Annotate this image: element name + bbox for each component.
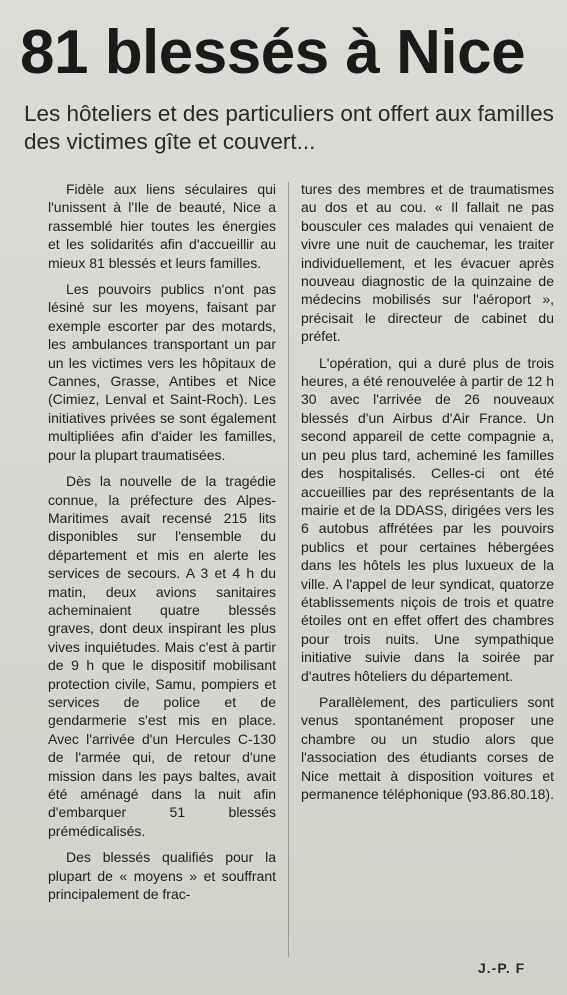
author-signature: J.-P. F [478, 960, 526, 976]
paragraph: Parallèlement, des particuliers sont venus spontanément proposer une chambre ou un studio alors que l'association des étudiants corses de Nice mettait à disposition voitures et permanence téléphonique (93.86.80.18). [301, 693, 554, 802]
subheadline: Les hôteliers et des particuliers ont offert aux familles des victimes gîte et couvert... [24, 101, 554, 154]
article-column-right [301, 180, 554, 811]
column-divider [288, 182, 289, 957]
headline: 81 blessés à Nice [20, 18, 526, 87]
article-column-left [48, 180, 276, 911]
paragraph: Fidèle aux liens séculaires qui l'unissent à l'Ile de beauté, Nice a rassemblé hier toutes les énergies et les solidarités afin d'accueillir au mieux 81 blessés et leurs familles. [48, 181, 276, 271]
paragraph: Des blessés qualifiés pour la plupart de « moyens » et souffrant principalement de frac- [48, 849, 276, 903]
paragraph: Dès la nouvelle de la tragédie connue, la préfecture des Alpes-Maritimes avait recensé 215 lits disponibles sur l'ensemble du département et mis en alerte les services de secours. A 3 et 4 h du matin, deux avions sanitaires acheminaient quatre blessés graves, dont deux inspirant les plus vives inquiétudes. Mais c'est à partir de 9 h que le dispositif mobilisant protection civile, Samu, pompiers et services de police et de gendarmerie s'est mis en place. Avec l'arrivée d'un Hercules C-130 de l'armée qui, de retour d'une mission dans les pays baltes, avait été aménagé dans la nuit afin d'embarquer 51 blessés prémédicalisés. [48, 473, 276, 839]
paragraph: tures des membres et de traumatismes au dos et au cou. « Il fallait ne pas bousculer ces malades qui venaient de vivre une nuit de cauchemar, les traiter individuellement, et les évacuer après nouveau diagnostic de la quinzaine de médecins mobilisés sur l'aéroport », précisait le directeur de cabinet du préfet. [301, 181, 554, 345]
paragraph: L'opération, qui a duré plus de trois heures, a été renouvelée à partir de 12 h 30 avec l'arrivée de 26 nouveaux blessés d'un Airbus d'Air France. Un second appareil de cette compagnie a, un peu plus tard, acheminé les familles des hospitalisés. Celles-ci ont été accueillies par des représentants de la mairie et de la DDASS, dirigées vers les 6 autobus affrétées par les pouvoirs publics et pour certaines hébergées dans les hôtels les plus luxueux de la ville. A l'appel de leur syndicat, quatorze établissements niçois de trois et quatre étoiles ont en effet offert des chambres pour trois nuits. Une sympathique initiative suivie dans la soirée par d'autres hôteliers du département. [301, 354, 554, 684]
paragraph: Les pouvoirs publics n'ont pas lésiné sur les moyens, faisant par exemple escorter par des motards, les ambulances transportant un par un les victimes vers les hôpitaux de Cannes, Grasse, Antibes et Nice (Cimiez, Lenval et Saint-Roch). Les initiatives privées se sont également multipliées afin d'aider les familles, pour la plupart traumatisées. [48, 281, 276, 463]
